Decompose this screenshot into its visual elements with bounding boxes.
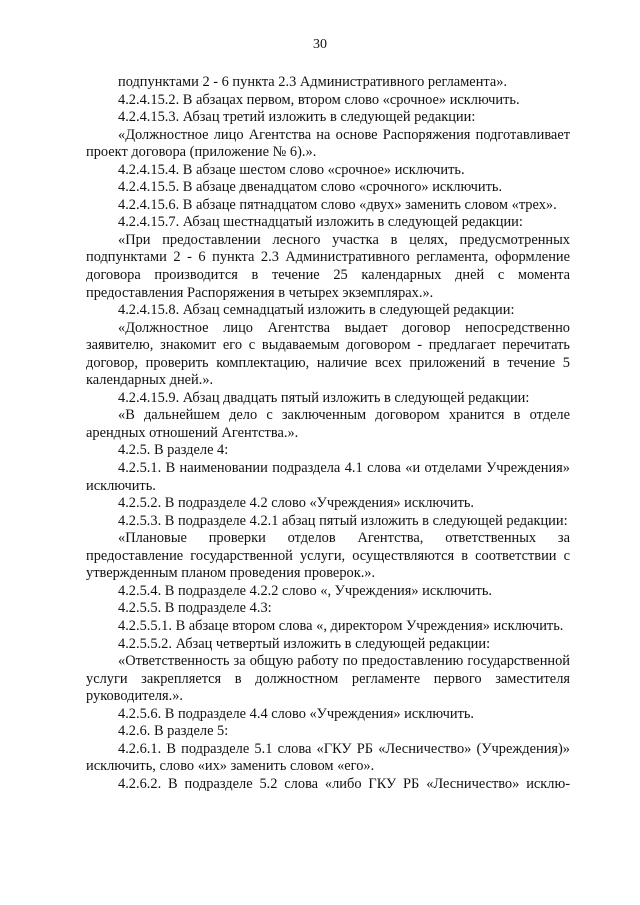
paragraph: 4.2.4.15.5. В абзаце двенадцатом слово «срочного» исключить. — [118, 179, 503, 196]
paragraph: 4.2.5.3. В подразделе 4.2.1 абзац пятый изложить в следующей редакции: — [118, 512, 568, 529]
paragraph: 4.2.4.15.6. В абзаце пятнадцатом слово «двух» заменить словом «трех». — [118, 196, 557, 213]
paragraph: 4.2.5.5.1. В абзаце втором слова «, директором Учреждения» исключить. — [118, 617, 564, 634]
paragraph: 4.2.5.1. В наименовании подраздела 4.1 слова «и отделами Учреждения» исключить. — [86, 460, 570, 494]
page-number: 30 — [313, 37, 327, 52]
paragraph: 4.2.6.2. В подразделе 5.2 слова «либо ГКУ РБ «Лесничество» исклю- — [118, 775, 570, 792]
paragraph: 4.2.5.6. В подразделе 4.4 слово «Учреждения» исключить. — [118, 705, 475, 722]
paragraph: 4.2.4.15.2. В абзацах первом, втором слово «срочное» исключить. — [118, 91, 520, 108]
paragraph: 4.2.4.15.8. Абзац семнадцатый изложить в следующей редакции: — [118, 302, 515, 319]
paragraph: «Ответственность за общую работу по предоставлению государственной услуги закрепляется в должностном регламенте первого заместителя руководителя.». — [86, 653, 570, 705]
paragraph: 4.2.6. В разделе 5: — [118, 723, 229, 740]
paragraph: 4.2.6.1. В подразделе 5.1 слова «ГКУ РБ «Лесничество» (Учреждения)» исключить, слово «их» заменить словом «его». — [86, 740, 570, 775]
document-body — [86, 74, 570, 793]
paragraph: «При предоставлении лесного участка в целях, предусмотренных подпунктами 2 - 6 пункта 2.3 Административного регламента, оформление договора производится в течение 25 календарных дней с момента предоставления Распоряжения в четырех экземплярах.». — [86, 231, 570, 301]
paragraph: 4.2.4.15.7. Абзац шестнадцатый изложить в следующей редакции: — [118, 214, 523, 231]
paragraph: 4.2.5.2. В подразделе 4.2 слово «Учреждения» исключить. — [118, 495, 475, 512]
paragraph: 4.2.4.15.4. В абзаце шестом слово «срочное» исключить. — [118, 161, 465, 178]
paragraph: «Должностное лицо Агентства на основе Распоряжения подготавливает проект договора (приложение № 6).». — [86, 126, 570, 161]
paragraph: 4.2.5.5. В подразделе 4.3: — [118, 600, 272, 617]
paragraph: 4.2.5.5.2. Абзац четвертый изложить в следующей редакции: — [118, 635, 491, 652]
paragraph: подпунктами 2 - 6 пункта 2.3 Административного регламента». — [118, 74, 508, 90]
paragraph: «В дальнейшем дело с заключенным договором хранится в отделе арендных отношений Агентства.». — [86, 407, 570, 441]
paragraph: 4.2.5.4. В подразделе 4.2.2 слово «, Учреждения» исключить. — [118, 582, 493, 599]
paragraph: «Плановые проверки отделов Агентства, ответственных за предоставление государственной услуги, осуществляются в соответствии с утвержденным планом проведения проверок.». — [86, 530, 570, 582]
paragraph: 4.2.5. В разделе 4: — [118, 442, 229, 459]
paragraph: 4.2.4.15.3. Абзац третий изложить в следующей редакции: — [118, 109, 476, 126]
paragraph: «Должностное лицо Агентства выдает договор непосредственно заявителю, знакомит его с выдаваемым договором - предлагает перечитать договор, проверить комплектацию, наличие всех приложений в течение 5 календарных дней.». — [86, 319, 570, 389]
paragraph: 4.2.4.15.9. Абзац двадцать пятый изложить в следующей редакции: — [118, 389, 530, 406]
